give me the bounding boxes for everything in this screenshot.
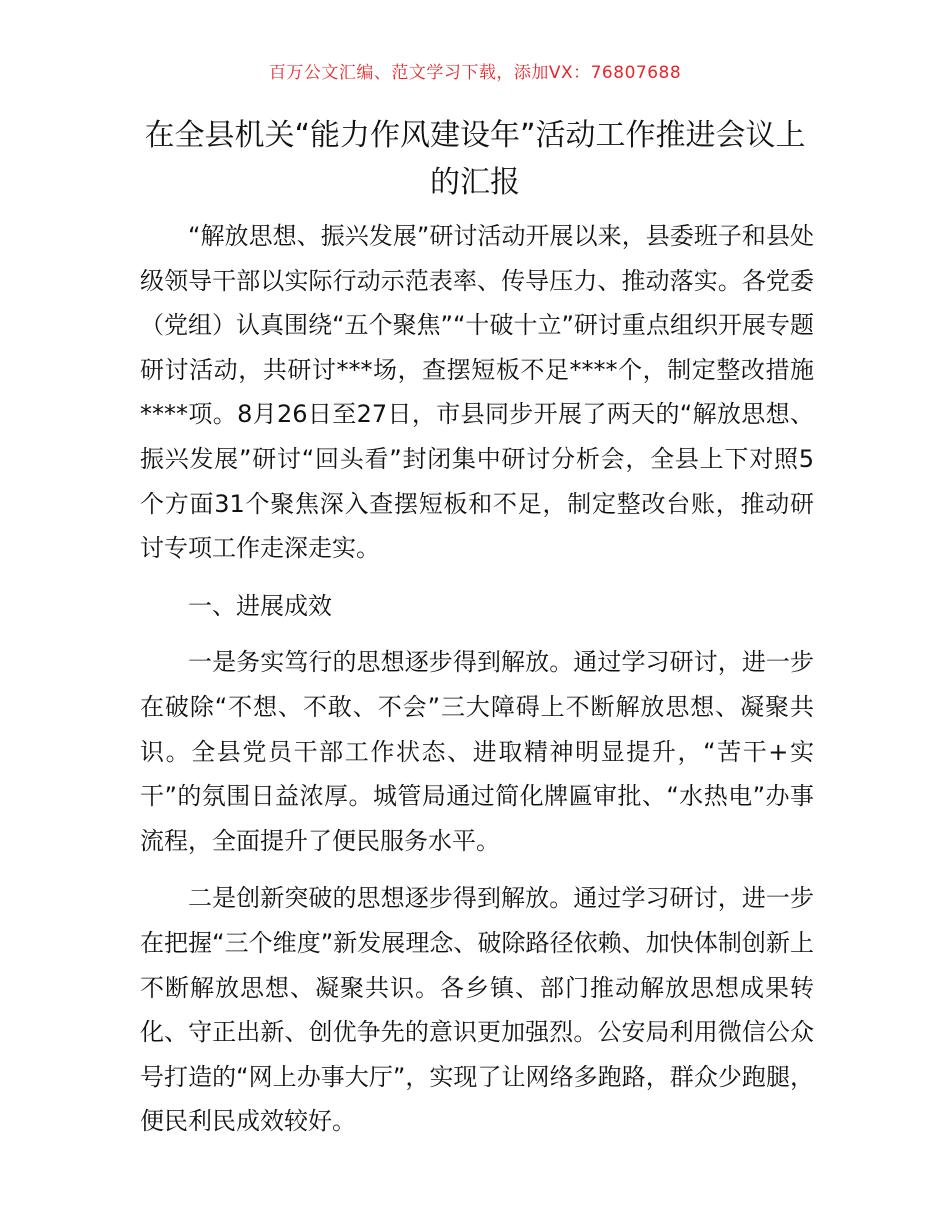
section-heading-progress: 一、进展成效 — [188, 591, 332, 620]
document-title: 在全县机关“能力作风建设年”活动工作推进会议上的汇报 — [144, 118, 806, 200]
document-body — [140, 214, 814, 1157]
paragraph-point-one: 一是务实笃行的思想逐步得到解放。通过学习研讨，进一步在破除“不想、不敢、不会”三大障碍上不断解放思想、凝聚共识。全县党员干部工作状态、进取精神明显提升，“苦干+实干”的氛围日益浓厚。城管局通过简化牌匾审批、“水热电”办事流程，全面提升了便民服务水平。 — [140, 648, 814, 855]
watermark-header: 百万公文汇编、范文学习下载，添加VX：76807688 — [268, 63, 682, 83]
paragraph-intro: “解放思想、振兴发展”研讨活动开展以来，县委班子和县处级领导干部以实际行动示范表率、传导压力、推动落实。各党委（党组）认真围绕“五个聚焦”“十破十立”研讨重点组织开展专题研讨活动，共研讨***场，查摆短板不足****个，制定整改措施****项。8月26日至27日，市县同步开展了两天的“解放思想、振兴发展”研讨“回头看”封闭集中研讨分析会，全县上下对照5个方面31个聚焦深入查摆短板和不足，制定整改台账，推动研讨专项工作走深走实。 — [140, 222, 814, 563]
paragraph-point-two: 二是创新突破的思想逐步得到解放。通过学习研讨，进一步在把握“三个维度”新发展理念、破除路径依赖、加快体制创新上不断解放思想、凝聚共识。各乡镇、部门推动解放思想成果转化、守正出新、创优争先的意识更加强烈。公安局利用微信公众号打造的“网上办事大厅”，实现了让网络多跑路，群众少跑腿，便民利民成效较好。 — [140, 884, 814, 1136]
